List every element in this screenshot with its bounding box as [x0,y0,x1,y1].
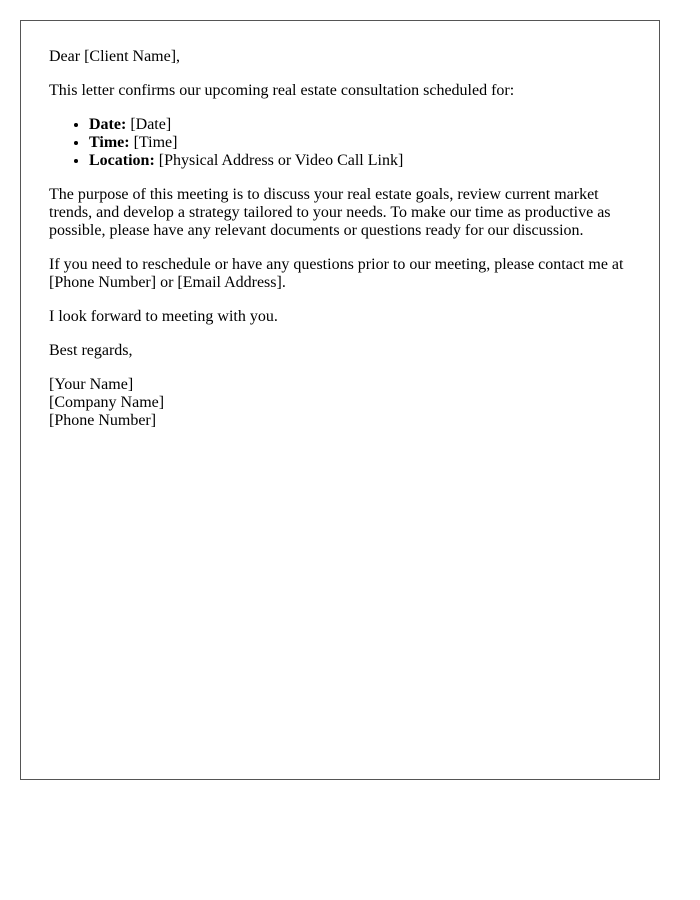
detail-time-value: [Time] [129,134,178,151]
signature-phone: [Phone Number] [49,412,157,429]
closing-line: I look forward to meeting with you. [49,308,278,325]
detail-time-label: Time: [89,134,130,151]
signature-block [49,376,631,430]
purpose-paragraph: The purpose of this meeting is to discuss your real estate goals, review current market trends, and develop a strategy tailored to your needs. To make our time as productive as possible, please have any relevant documents or questions ready for our discussion. [49,186,611,239]
intro-paragraph: This letter confirms our upcoming real estate consultation scheduled for: [49,82,515,99]
detail-date [89,116,631,134]
detail-location-label: Location: [89,152,155,169]
detail-location [89,152,631,170]
detail-date-value: [Date] [126,116,172,133]
letter-page [20,20,660,780]
signature-name: [Your Name] [49,376,134,393]
appointment-details-list [49,116,631,170]
signature-company: [Company Name] [49,394,165,411]
detail-time [89,134,631,152]
contact-paragraph: If you need to reschedule or have any questions prior to our meeting, please contact me at [Phone Number] or [Email Address]. [49,256,624,291]
salutation: Dear [Client Name], [49,48,181,65]
detail-date-label: Date: [89,116,127,133]
detail-location-value: [Physical Address or Video Call Link] [154,152,404,169]
sign-off: Best regards, [49,342,133,359]
